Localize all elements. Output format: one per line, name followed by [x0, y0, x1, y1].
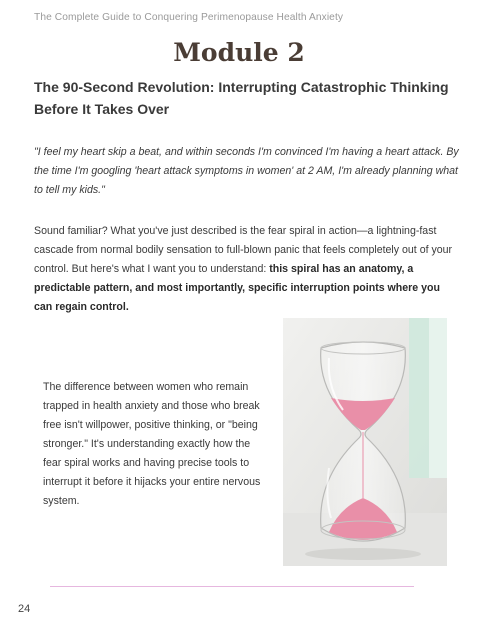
side-paragraph: The difference between women who remain trapped in health anxiety and those who break free isn't willpower, positive thinking, or "being stronger." It's understanding exactly how the fear spiral works and having precise tools to interrupt it before it hijacks your entire nervous system.: [43, 381, 261, 507]
footer-divider: [50, 586, 414, 587]
hourglass-illustration: [283, 318, 447, 566]
page-number: 24: [18, 603, 31, 615]
hourglass-photo: [283, 318, 447, 566]
intro-text: Sound familiar? What you've just described is the fear spiral in action—a lightning-fast cascade from normal bodily sensation to full-blown panic that feels completely out of your control. But here's what I want you to understand:: [34, 225, 453, 275]
running-header: The Complete Guide to Conquering Perimenopause Health Anxiety: [34, 12, 344, 23]
intro-paragraph: [34, 222, 454, 317]
module-title: Module 2: [173, 38, 305, 67]
intro-bold-text: this spiral has an anatomy, a predictable pattern, and most importantly, specific interruption points where you can regain control.: [34, 263, 440, 313]
module-subtitle: The 90-Second Revolution: Interrupting Catastrophic Thinking Before It Takes Over: [34, 79, 449, 117]
client-quote: "I feel my heart skip a beat, and within seconds I'm convinced I'm having a heart attack. By the time I'm googling 'heart attack symptoms in women' at 2 AM, I'm already planning what to tell my kids.": [34, 146, 459, 196]
